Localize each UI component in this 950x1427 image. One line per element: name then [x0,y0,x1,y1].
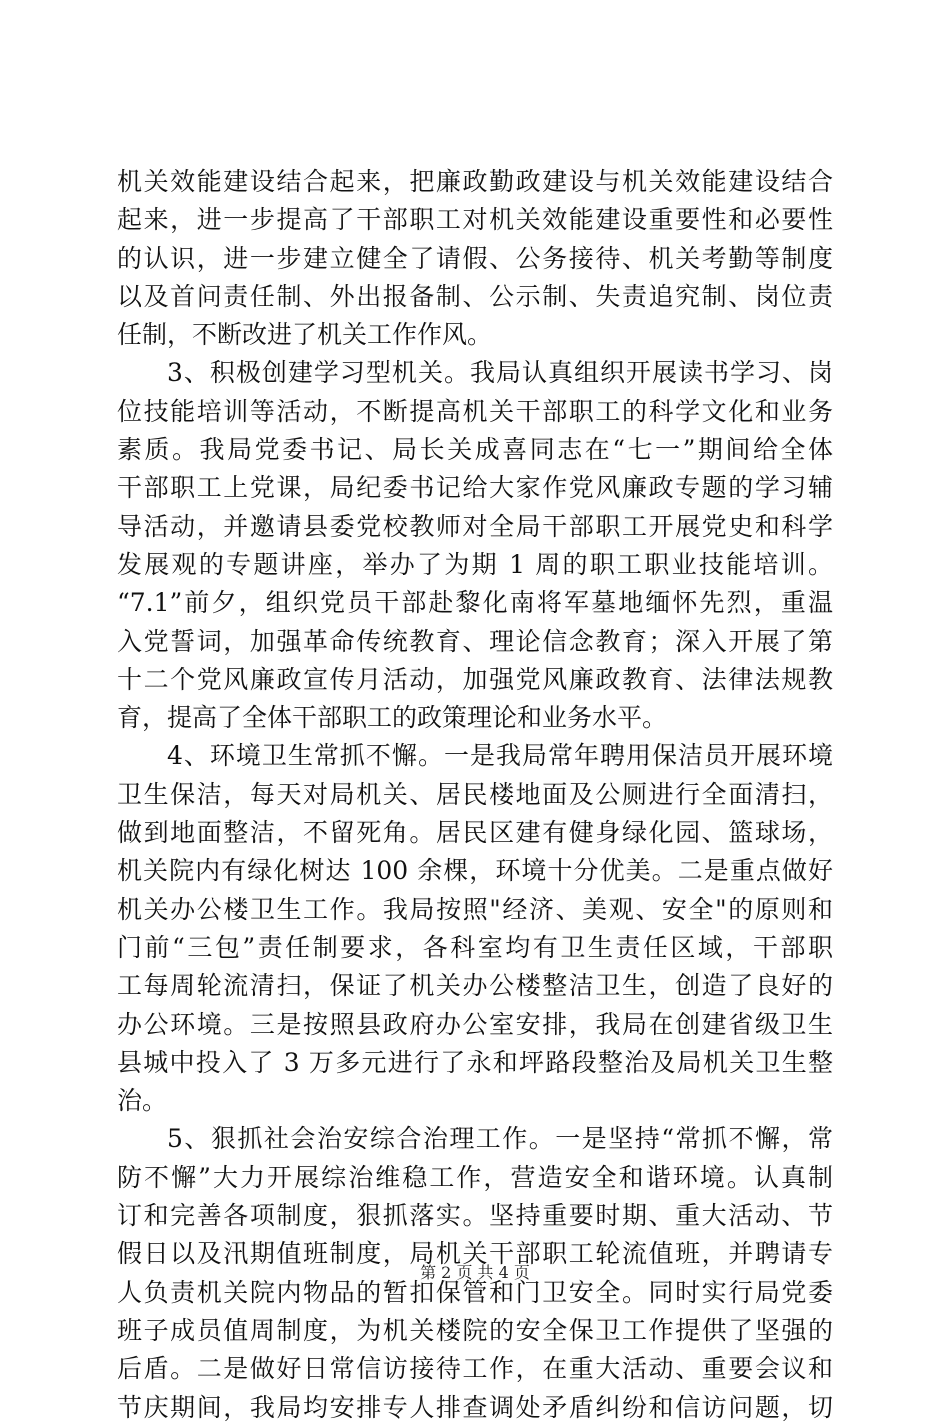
text-line: 的认识，进一步建立健全了请假、公务接待、机关考勤等制度 [117,243,833,273]
document-body [117,163,833,1427]
text-line: 班子成员值周制度，为机关楼院的安全保卫工作提供了坚强的 [117,1315,833,1345]
text-line: 任制，不断改进了机关工作作风。 [117,320,493,350]
text-line: 节庆期间，我局均安排专人排查调处矛盾纠纷和信访问题，切 [117,1392,833,1422]
text-line: 3、积极创建学习型机关。我局认真组织开展读书学习、岗 [167,358,833,388]
text-line: 人负责机关院内物品的暂扣保管和门卫安全。同时实行局党委 [117,1277,833,1307]
text-line: 假日以及汛期值班制度，局机关干部职工轮流值班，并聘请专 [117,1239,833,1269]
text-line: 订和完善各项制度，狠抓落实。坚持重要时期、重大活动、节 [117,1201,833,1231]
text-line: 卫生保洁，每天对局机关、居民楼地面及公厕进行全面清扫， [117,779,833,809]
text-line: 机关办公楼卫生工作。我局按照"经济、美观、安全"的原则和 [117,894,833,924]
text-line: 门前“三包”责任制要求，各科室均有卫生责任区域，干部职 [117,932,833,962]
text-line: 十二个党风廉政宣传月活动，加强党风廉政教育、法律法规教 [117,664,833,694]
page-footer: 第 2 页 共 4 页 [420,1263,530,1282]
text-line: 位技能培训等活动，不断提高机关干部职工的科学文化和业务 [117,396,833,426]
text-line: 后盾。二是做好日常信访接待工作，在重大活动、重要会议和 [117,1354,833,1384]
text-line: 育，提高了全体干部职工的政策理论和业务水平。 [117,703,668,733]
text-line: 机关效能建设结合起来，把廉政勤政建设与机关效能建设结合 [117,167,833,196]
text-line: 机关院内有绿化树达 100 余棵，环境十分优美。二是重点做好 [117,856,833,886]
text-line: “7.1”前夕，组织党员干部赴黎化南将军墓地缅怀先烈，重温 [117,588,833,618]
text-line: 素质。我局党委书记、局长关成喜同志在“七一”期间给全体 [117,435,833,465]
text-line: 干部职工上党课，局纪委书记给大家作党风廉政专题的学习辅 [117,473,833,503]
text-line: 发展观的专题讲座，举办了为期 1 周的职工职业技能培训。 [117,549,833,579]
text-line: 工每周轮流清扫，保证了机关办公楼整洁卫生，创造了良好的 [117,971,833,1001]
text-line: 5、狠抓社会治安综合治理工作。一是坚持“常抓不懈，常 [167,1124,833,1154]
text-line: 起来，进一步提高了干部职工对机关效能建设重要性和必要性 [117,205,833,235]
text-line: 县城中投入了 3 万多元进行了永和坪路段整治及局机关卫生整 [117,1047,833,1077]
text-line: 防不懈”大力开展综治维稳工作，营造安全和谐环境。认真制 [117,1162,833,1192]
text-line: 做到地面整洁，不留死角。居民区建有健身绿化园、篮球场， [117,818,833,848]
text-line: 办公环境。三是按照县政府办公室安排，我局在创建省级卫生 [117,1009,833,1039]
text-line: 以及首问责任制、外出报备制、公示制、失责追究制、岗位责 [117,281,833,311]
text-line: 4、环境卫生常抓不懈。一是我局常年聘用保洁员开展环境 [167,741,833,771]
text-line: 导活动，并邀请县委党校教师对全局干部职工开展党史和科学 [117,511,833,541]
text-line: 入党誓词，加强革命传统教育、理论信念教育；深入开展了第 [117,626,833,656]
text-line: 治。 [117,1086,168,1116]
